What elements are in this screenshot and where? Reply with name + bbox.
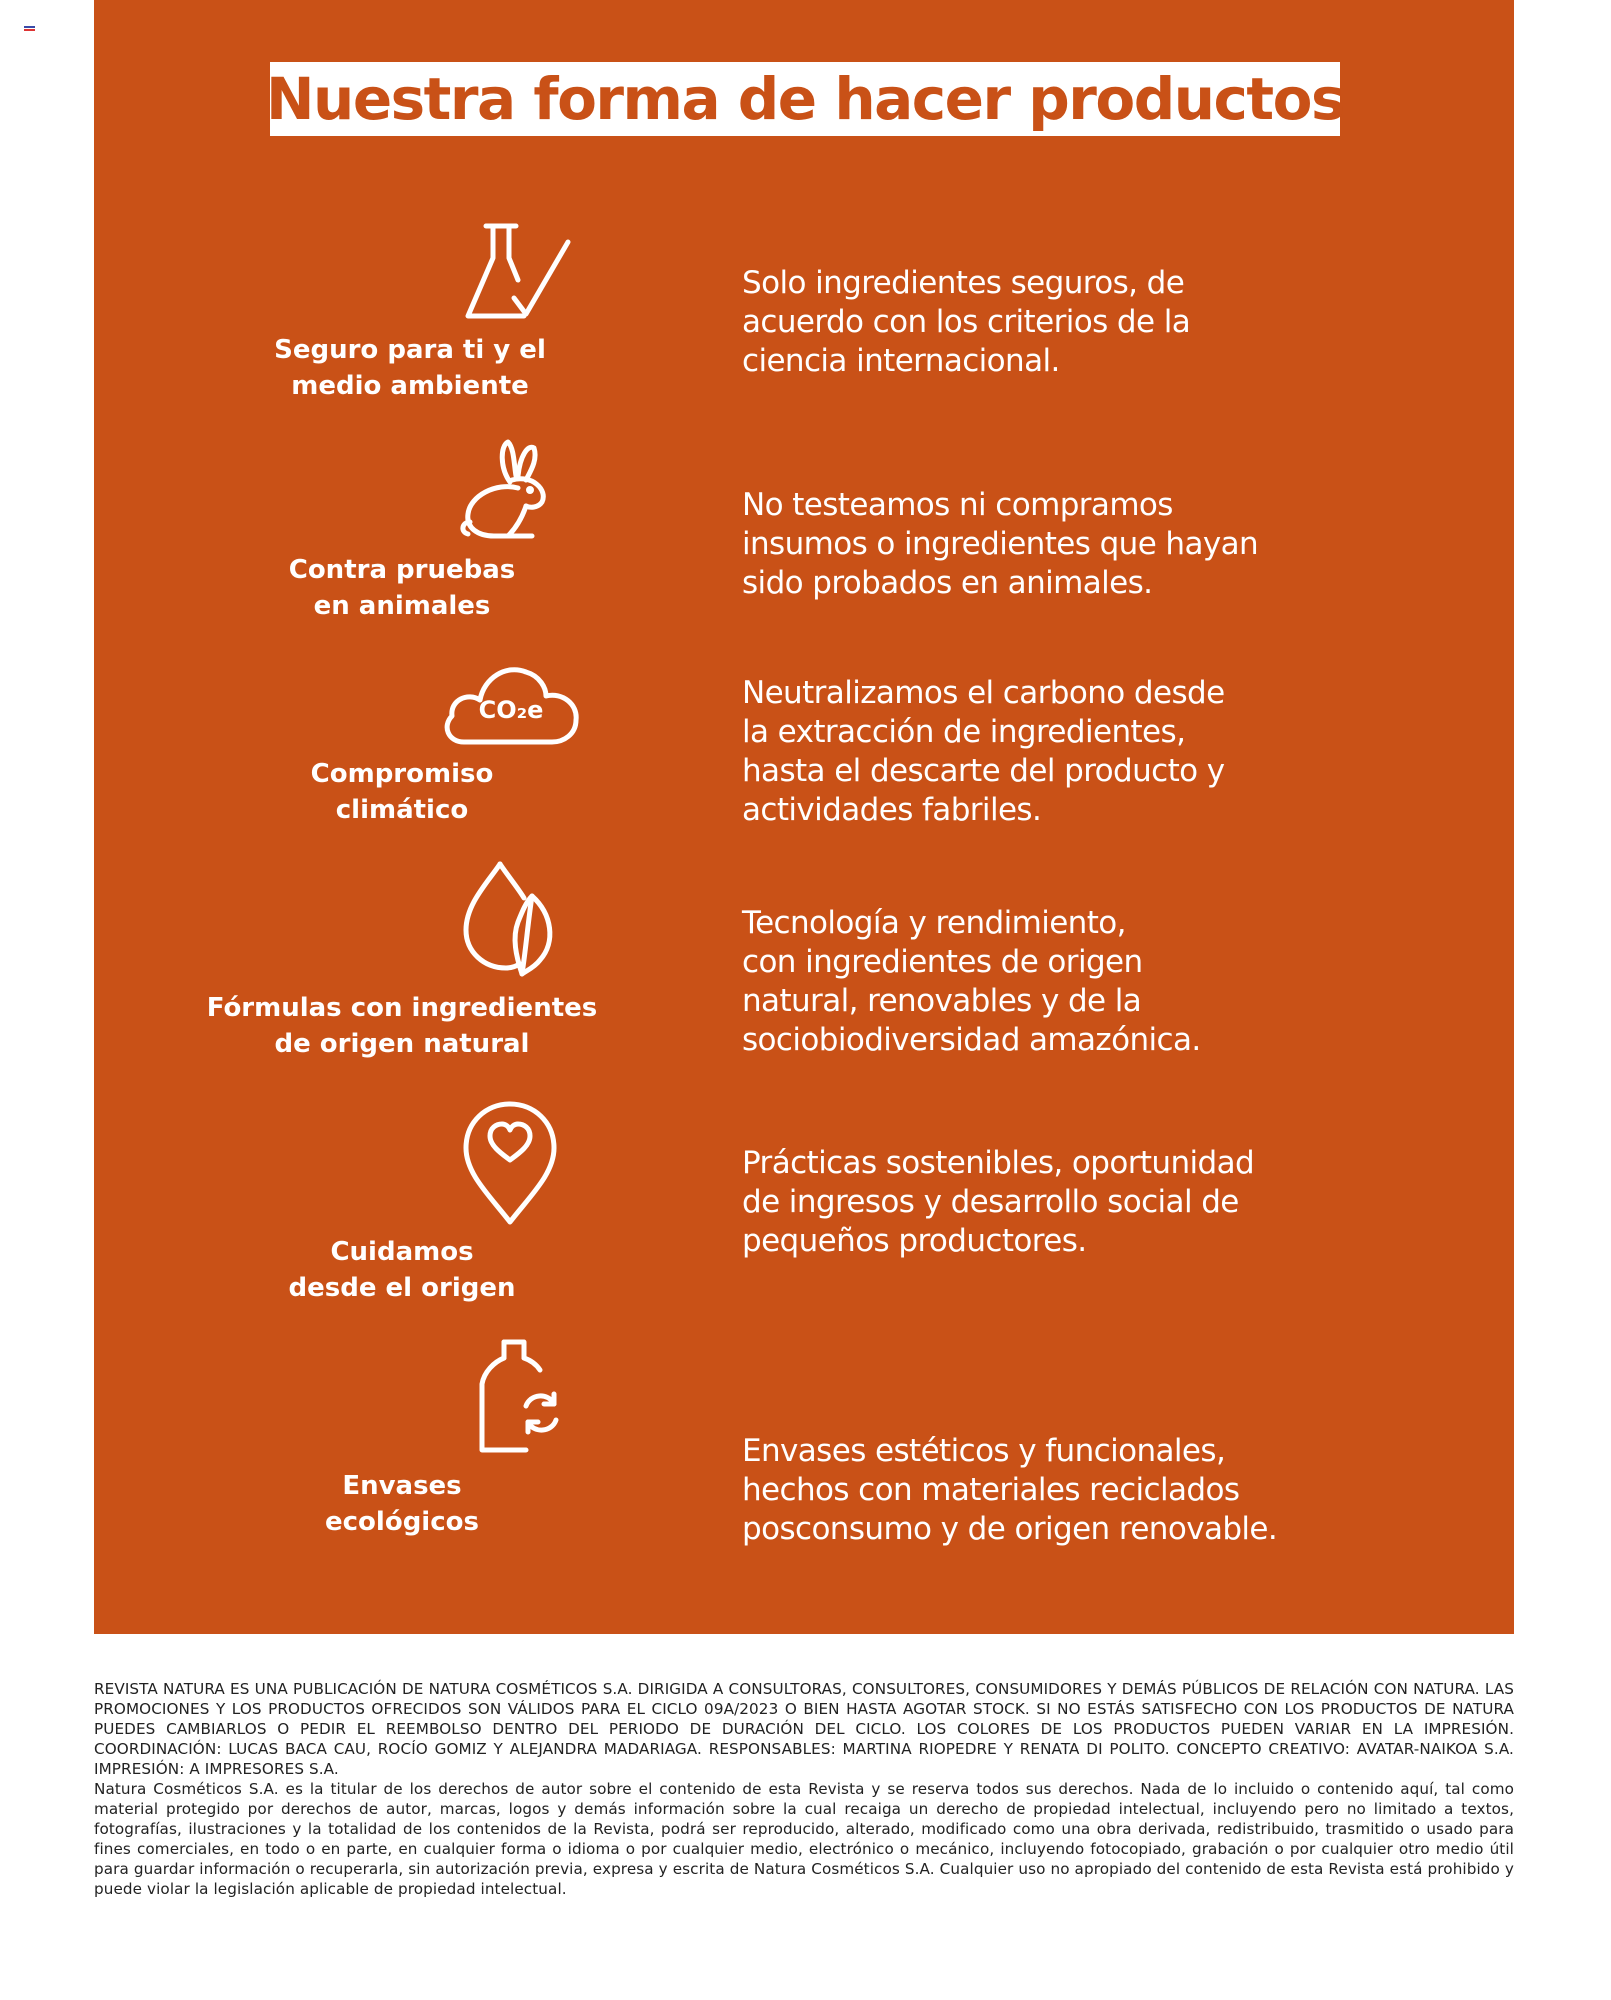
values-panel (94, 0, 1514, 1634)
co2e-label: CO₂e (478, 696, 544, 724)
label-natural: Fórmulas con ingredientes de origen natural (206, 993, 598, 1059)
label-animals: Contra pruebas en animales (288, 555, 516, 621)
desc-safe: Solo ingredientes seguros, de acuerdo con los criterios de la ciencia internacional. (742, 265, 1191, 379)
label-packaging: Envases ecológicos (325, 1471, 479, 1537)
legal-notice (94, 1679, 1514, 1899)
rabbit-icon (456, 438, 566, 542)
leaf-drop-icon (460, 860, 560, 978)
title-banner (265, 62, 1345, 136)
desc-natural: Tecnología y rendimiento, con ingredientes de origen natural, renovables y de la sociobiodiversidad amazónica. (742, 905, 1201, 1058)
legal-uppercase: REVISTA NATURA ES UNA PUBLICACIÓN DE NATURA COSMÉTICOS S.A. DIRIGIDA A CONSULTORAS, CONSULTORES, CONSUMIDORES Y DEMÁS PÚBLICOS DE RELACIÓN CON NATURA. LAS PROMOCIONES Y LOS PRODUCTOS OFRECIDOS SON VÁLIDOS PARA EL CICLO 09A/2023 O BIEN HASTA AGOTAR STOCK. SI NO ESTÁS SATISFECHO CON LOS PRODUCTOS DE NATURA PUEDES CAMBIARLOS O PEDIR EL REEMBOLSO DENTRO DEL PERIODO DE DURACIÓN DEL CICLO. LOS COLORES DE LOS PRODUCTOS PUEDEN VARIAR EN LA IMPRESIÓN. COORDINACIÓN: LUCAS BACA CAU, ROCÍO GOMIZ Y ALEJANDRA MADARIAGA. RESPONSABLES: MARTINA RIOPEDRE Y RENATA DI POLITO. CONCEPTO CREATIVO: AVATAR-NAIKOA S.A. IMPRESIÓN: A IMPRESORES S.A. (94, 1680, 1514, 1778)
label-origin: Cuidamos desde el origen (288, 1237, 516, 1303)
label-safe: Seguro para ti y el medio ambiente (274, 335, 546, 401)
desc-origin: Prácticas sostenibles, oportunidad de ingresos y desarrollo social de pequeños productores. (742, 1145, 1255, 1259)
label-climate: Compromiso climático (310, 759, 494, 825)
cloud-co2-icon (440, 660, 582, 748)
desc-climate: Neutralizamos el carbono desde la extracción de ingredientes, hasta el descarte del producto y actividades fabriles. (742, 675, 1225, 828)
desc-packaging: Envases estéticos y funcionales, hechos con materiales reciclados posconsumo y de origen renovable. (742, 1433, 1278, 1547)
legal-rights: Natura Cosméticos S.A. es la titular de los derechos de autor sobre el contenido de esta Revista y se reserva todos sus derechos. Nada de lo incluido o contenido aquí, tal como material protegido por derechos de autor, marcas, logos y demás información sobre la cual recaiga un derecho de propiedad intelectual, incluyendo pero no limitado a textos, fotografías, ilustraciones y la totalidad de los contenidos de la Revista, podrá ser reproducido, alterado, modificado como una obra derivada, redistribuido, trasmitido o usado para fines comerciales, en todo o en parte, en cualquier forma o idioma o por cualquier medio, electrónico o mecánico, incluyendo fotocopiado, grabación o por cualquier otro medio útil para guardar información o recuperarla, sin autorización previa, expresa y escrita de Natura Cosméticos S.A. Cualquier uso no apropiado del contenido de esta Revista está prohibido y puede violar la legislación aplicable de propiedad intelectual. (94, 1780, 1514, 1898)
bottle-recycle-icon (474, 1336, 564, 1458)
page-title: Nuestra forma de hacer productos (265, 65, 1345, 133)
flask-check-icon (464, 220, 574, 324)
heart-pin-icon (460, 1100, 560, 1228)
desc-animals: No testeamos ni compramos insumos o ingredientes que hayan sido probados en animales. (742, 487, 1259, 601)
flag-icon (24, 26, 35, 34)
